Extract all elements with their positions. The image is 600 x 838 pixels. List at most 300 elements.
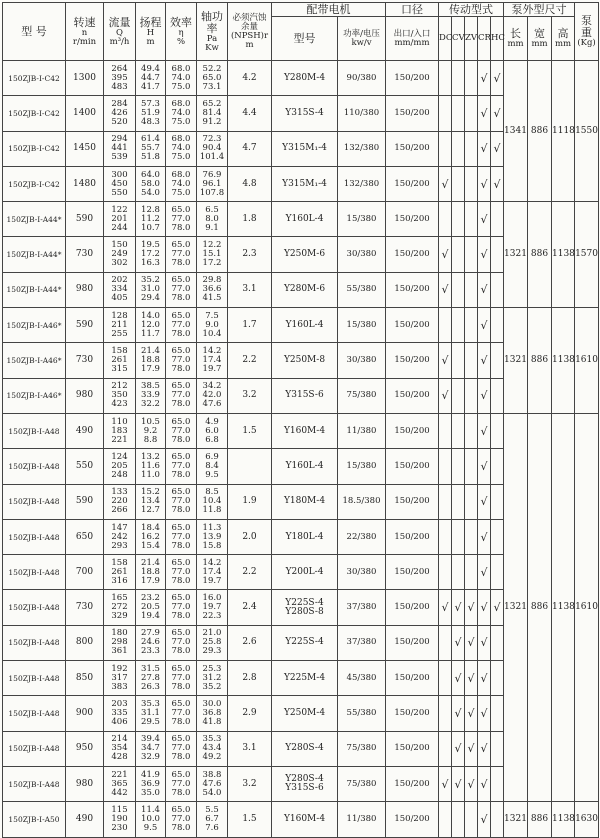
flow-value: 264 [111, 63, 128, 74]
cell-efficiency [166, 590, 197, 625]
shaft-power-value: 17.2 [202, 258, 222, 269]
check-mark-icon: √ [454, 601, 462, 615]
check-mark-icon: √ [467, 706, 475, 720]
cell-drive-cr [478, 731, 491, 766]
motor-model-value: Y315S-4 [285, 107, 324, 118]
cell-drive-cr [478, 202, 491, 237]
cell-drive-cv [452, 166, 465, 201]
head-value: 10.5 [141, 416, 160, 427]
header-caliber: 出口/入口 mm/mm [386, 17, 439, 61]
cell-motor-power: 30/380 [338, 555, 386, 590]
cell-head [136, 272, 166, 307]
flow-value: 272 [111, 602, 128, 613]
head-value: 18.8 [141, 566, 160, 577]
cell-speed: 590 [66, 202, 104, 237]
cell-speed: 980 [66, 378, 104, 413]
flow-value: 423 [111, 399, 128, 410]
shaft-power-value: 17.4 [202, 566, 222, 577]
cell-model: 150ZJB-I-C42 [3, 96, 66, 131]
head-value: 18.8 [141, 355, 160, 366]
cell-npsh: 3.2 [228, 378, 272, 413]
efficiency-value: 78.0 [171, 328, 191, 339]
cell-drive-hc [491, 378, 504, 413]
cell-drive-hc [491, 343, 504, 378]
cell-model: 150ZJB-I-A48 [3, 413, 66, 448]
flow-value: 450 [111, 178, 128, 189]
efficiency-value: 77.0 [171, 319, 191, 330]
flow-value: 316 [111, 575, 128, 586]
efficiency-value: 74.0 [171, 107, 191, 118]
efficiency-value: 77.0 [171, 249, 191, 260]
check-mark-icon: √ [480, 812, 488, 826]
cell-drive-zv [465, 413, 478, 448]
flow-value: 190 [111, 813, 128, 824]
cell-model: 150ZJB-I-C42 [3, 61, 66, 96]
efficiency-value: 78.0 [171, 258, 191, 269]
cell-motor-model [272, 202, 338, 237]
efficiency-value: 78.0 [171, 752, 191, 763]
cell-model: 150ZJB-I-A44* [3, 202, 66, 237]
cell-efficiency [166, 625, 197, 660]
cell-flow [104, 590, 136, 625]
cell-speed: 1480 [66, 166, 104, 201]
efficiency-value: 77.0 [171, 707, 191, 718]
header-drive-group: 传动型式 [439, 3, 504, 17]
efficiency-value: 77.0 [171, 672, 191, 683]
head-value: 51.8 [141, 152, 160, 163]
cell-motor-model [272, 166, 338, 201]
cell-drive-cr [478, 661, 491, 696]
cell-motor-model [272, 766, 338, 801]
cell-npsh: 2.8 [228, 661, 272, 696]
head-value: 54.0 [141, 187, 160, 198]
cell-efficiency [166, 802, 197, 837]
cell-drive-cv [452, 696, 465, 731]
cell-drive-zv [465, 449, 478, 484]
shaft-power-value: 38.8 [202, 769, 222, 780]
efficiency-value: 65.0 [171, 240, 191, 251]
shaft-power-value: 29.3 [202, 646, 222, 657]
cell-head [136, 802, 166, 837]
header-weight: 泵 重 (Kg) [575, 3, 599, 61]
cell-drive-cr [478, 555, 491, 590]
cell-drive-hc [491, 661, 504, 696]
efficiency-value: 75.0 [171, 81, 191, 92]
cell-shaft-power [197, 308, 228, 343]
motor-model-value: Y315M₁-4 [282, 143, 327, 154]
cell-speed: 950 [66, 731, 104, 766]
cell-drive-cr [478, 802, 491, 837]
cell-efficiency [166, 519, 197, 554]
check-mark-icon: √ [441, 601, 449, 615]
efficiency-value: 65.0 [171, 487, 191, 498]
shaft-power-value: 54.0 [202, 787, 222, 798]
cell-efficiency [166, 166, 197, 201]
shaft-power-value: 91.2 [202, 116, 222, 127]
cell-drive-hc [491, 519, 504, 554]
shaft-power-value: 36.6 [202, 284, 222, 295]
cell-flow [104, 166, 136, 201]
cell-flow [104, 766, 136, 801]
cell-drive-hc [491, 484, 504, 519]
cell-weight: 1610 [575, 413, 599, 801]
flow-value: 293 [111, 540, 128, 551]
head-value: 15.2 [141, 487, 160, 498]
cell-drive-hc [491, 61, 504, 96]
cell-drive-cv [452, 237, 465, 272]
head-value: 39.4 [141, 734, 160, 745]
head-value: 26.3 [141, 681, 160, 692]
cell-efficiency [166, 413, 197, 448]
head-value: 13.2 [141, 451, 160, 462]
shaft-power-value: 7.6 [205, 822, 219, 833]
cell-model: 150ZJB-I-A48 [3, 484, 66, 519]
cell-drive-dc [439, 131, 452, 166]
motor-model-value: Y315S-6 [285, 390, 324, 401]
shaft-power-value: 25.3 [202, 663, 222, 674]
flow-value: 383 [111, 681, 128, 692]
cell-model: 150ZJB-I-A48 [3, 696, 66, 731]
cell-motor-power: 75/380 [338, 766, 386, 801]
motor-model-value: Y250M-8 [283, 355, 326, 366]
shaft-power-value: 34.2 [202, 381, 222, 392]
shaft-power-value: 12.2 [202, 240, 222, 251]
cell-head [136, 484, 166, 519]
cell-drive-hc [491, 449, 504, 484]
cell-model: 150ZJB-I-A48 [3, 766, 66, 801]
cell-drive-cv [452, 131, 465, 166]
cell-motor-power: 11/380 [338, 413, 386, 448]
cell-drive-dc [439, 449, 452, 484]
efficiency-value: 65.0 [171, 769, 191, 780]
motor-model-value: Y160L-4 [285, 213, 324, 224]
cell-length: 1321 [504, 413, 528, 801]
cell-drive-cv [452, 590, 465, 625]
flow-value: 203 [111, 698, 128, 709]
cell-flow [104, 696, 136, 731]
efficiency-value: 78.0 [171, 822, 191, 833]
cell-caliber: 150/200 [386, 166, 439, 201]
cell-length: 1321 [504, 202, 528, 308]
cell-speed: 1400 [66, 96, 104, 131]
shaft-power-value: 6.5 [205, 204, 219, 215]
motor-model-value: Y225S-4 [285, 597, 324, 608]
shaft-power-value: 6.8 [205, 434, 219, 445]
cell-drive-cr [478, 519, 491, 554]
efficiency-value: 77.0 [171, 531, 191, 542]
efficiency-value: 78.0 [171, 716, 191, 727]
efficiency-value: 78.0 [171, 434, 191, 445]
cell-head [136, 343, 166, 378]
shaft-power-value: 47.6 [202, 399, 222, 410]
check-mark-icon: √ [480, 706, 488, 720]
flow-value: 212 [111, 381, 128, 392]
cell-drive-cr [478, 449, 491, 484]
motor-model-value: Y225M-4 [283, 672, 326, 683]
shaft-power-value: 22.3 [202, 611, 222, 622]
cell-shaft-power [197, 413, 228, 448]
flow-value: 300 [111, 169, 128, 180]
cell-drive-hc [491, 237, 504, 272]
cell-motor-power: 75/380 [338, 378, 386, 413]
flow-value: 317 [111, 672, 128, 683]
head-value: 17.9 [141, 364, 160, 375]
cell-motor-power: 132/380 [338, 131, 386, 166]
head-value: 31.1 [141, 707, 160, 718]
flow-value: 520 [111, 116, 128, 127]
motor-model-value: Y280S-8 [285, 606, 324, 617]
efficiency-value: 65.0 [171, 346, 191, 357]
shaft-power-value: 30.0 [202, 698, 222, 709]
cell-drive-cr [478, 308, 491, 343]
shaft-power-value: 41.8 [202, 716, 222, 727]
table-row [3, 61, 599, 96]
check-mark-icon: √ [493, 142, 501, 156]
cell-npsh: 2.9 [228, 696, 272, 731]
efficiency-value: 68.0 [171, 134, 191, 145]
cell-motor-model [272, 131, 338, 166]
header-flow: 流量 Q m³/h [104, 3, 136, 61]
shaft-power-value: 41.5 [202, 293, 222, 304]
cell-height: 1138 [552, 202, 575, 308]
flow-value: 158 [111, 346, 128, 357]
cell-drive-zv [465, 590, 478, 625]
shaft-power-value: 10.4 [202, 496, 222, 507]
efficiency-value: 77.0 [171, 213, 191, 224]
cell-motor-power: 55/380 [338, 696, 386, 731]
cell-model: 150ZJB-I-A44* [3, 237, 66, 272]
cell-efficiency [166, 96, 197, 131]
cell-motor-power: 90/380 [338, 61, 386, 96]
check-mark-icon: √ [454, 706, 462, 720]
cell-npsh: 4.7 [228, 131, 272, 166]
flow-value: 180 [111, 628, 128, 639]
cell-npsh: 1.5 [228, 413, 272, 448]
efficiency-value: 65.0 [171, 593, 191, 604]
header-width: 宽 mm [528, 17, 552, 61]
cell-drive-hc [491, 166, 504, 201]
cell-drive-dc [439, 555, 452, 590]
cell-speed: 590 [66, 308, 104, 343]
efficiency-value: 68.0 [171, 63, 191, 74]
efficiency-value: 65.0 [171, 275, 191, 286]
pump-spec-table [2, 2, 599, 838]
cell-flow [104, 237, 136, 272]
efficiency-value: 65.0 [171, 204, 191, 215]
cell-caliber: 150/200 [386, 131, 439, 166]
shaft-power-value: 14.2 [202, 346, 222, 357]
check-mark-icon: √ [480, 142, 488, 156]
cell-shaft-power [197, 802, 228, 837]
flow-value: 354 [111, 743, 128, 754]
shaft-power-value: 8.5 [205, 487, 219, 498]
header-efficiency: 效率 η % [166, 3, 197, 61]
cell-drive-cr [478, 413, 491, 448]
efficiency-value: 65.0 [171, 663, 191, 674]
cell-drive-hc [491, 766, 504, 801]
cell-drive-zv [465, 308, 478, 343]
header-height: 高 mm [552, 17, 575, 61]
cell-speed: 490 [66, 802, 104, 837]
cell-model: 150ZJB-I-A48 [3, 519, 66, 554]
efficiency-value: 74.0 [171, 178, 191, 189]
efficiency-value: 65.0 [171, 416, 191, 427]
cell-motor-model [272, 731, 338, 766]
check-mark-icon: √ [454, 777, 462, 791]
flow-value: 150 [111, 240, 128, 251]
head-value: 10.0 [141, 813, 160, 824]
cell-shaft-power [197, 202, 228, 237]
head-value: 27.9 [141, 628, 160, 639]
check-mark-icon: √ [480, 71, 488, 85]
table-body [3, 61, 599, 838]
shaft-power-value: 73.1 [202, 81, 222, 92]
cell-npsh [228, 449, 272, 484]
cell-shaft-power [197, 590, 228, 625]
check-mark-icon: √ [480, 671, 488, 685]
cell-motor-model [272, 802, 338, 837]
motor-model-value: Y225S-4 [285, 637, 324, 648]
cell-drive-zv [465, 131, 478, 166]
cell-flow [104, 308, 136, 343]
cell-npsh: 1.8 [228, 202, 272, 237]
flow-value: 405 [111, 293, 128, 304]
cell-head [136, 590, 166, 625]
cell-efficiency [166, 484, 197, 519]
cell-drive-cv [452, 519, 465, 554]
shaft-power-value: 31.2 [202, 672, 222, 683]
cell-caliber: 150/200 [386, 625, 439, 660]
check-mark-icon: √ [480, 742, 488, 756]
cell-drive-hc [491, 625, 504, 660]
flow-value: 221 [111, 434, 128, 445]
header-motor-power: 功率/电压 kw/v [338, 17, 386, 61]
cell-drive-zv [465, 166, 478, 201]
motor-model-value: Y160M-4 [283, 813, 326, 824]
cell-shaft-power [197, 272, 228, 307]
efficiency-value: 78.0 [171, 469, 191, 480]
cell-drive-dc [439, 766, 452, 801]
shaft-power-value: 47.6 [202, 778, 222, 789]
head-value: 11.4 [141, 804, 160, 815]
efficiency-value: 75.0 [171, 116, 191, 127]
check-mark-icon: √ [467, 636, 475, 650]
cell-speed: 550 [66, 449, 104, 484]
cell-speed: 1300 [66, 61, 104, 96]
cell-drive-cv [452, 766, 465, 801]
header-caliber-group: 口径 [386, 3, 439, 17]
cell-drive-cr [478, 272, 491, 307]
cell-drive-dc [439, 202, 452, 237]
motor-model-value: Y160L-4 [285, 319, 324, 330]
cell-flow [104, 449, 136, 484]
cell-drive-cr [478, 166, 491, 201]
head-value: 31.5 [141, 663, 160, 674]
shaft-power-value: 9.5 [205, 469, 219, 480]
cell-length: 1321 [504, 308, 528, 414]
check-mark-icon: √ [480, 459, 488, 473]
shaft-power-value: 107.8 [199, 187, 225, 198]
flow-value: 483 [111, 81, 128, 92]
cell-motor-power: 18.5/380 [338, 484, 386, 519]
shaft-power-value: 17.4 [202, 355, 222, 366]
cell-drive-hc [491, 413, 504, 448]
cell-npsh: 1.5 [228, 802, 272, 837]
cell-shaft-power [197, 519, 228, 554]
cell-caliber: 150/200 [386, 590, 439, 625]
cell-shaft-power [197, 343, 228, 378]
cell-model: 150ZJB-I-A46* [3, 378, 66, 413]
cell-motor-model [272, 413, 338, 448]
cell-width: 886 [528, 413, 552, 801]
cell-drive-cr [478, 766, 491, 801]
efficiency-value: 75.0 [171, 152, 191, 163]
cell-efficiency [166, 61, 197, 96]
cell-efficiency [166, 343, 197, 378]
cell-drive-cv [452, 378, 465, 413]
cell-caliber: 150/200 [386, 237, 439, 272]
cell-drive-zv [465, 696, 478, 731]
flow-value: 192 [111, 663, 128, 674]
cell-head [136, 308, 166, 343]
check-mark-icon: √ [441, 777, 449, 791]
cell-drive-hc [491, 202, 504, 237]
cell-flow [104, 96, 136, 131]
shaft-power-value: 4.9 [205, 416, 219, 427]
cell-drive-dc [439, 272, 452, 307]
cell-shaft-power [197, 378, 228, 413]
head-value: 19.4 [141, 611, 160, 622]
cell-head [136, 661, 166, 696]
cell-drive-dc [439, 378, 452, 413]
header-drive-cv: CV [452, 17, 465, 61]
cell-npsh: 2.2 [228, 555, 272, 590]
cell-drive-dc [439, 696, 452, 731]
efficiency-value: 77.0 [171, 284, 191, 295]
cell-shaft-power [197, 766, 228, 801]
head-value: 16.2 [141, 531, 160, 542]
cell-drive-zv [465, 96, 478, 131]
cell-height: 1118 [552, 61, 575, 202]
head-value: 32.9 [141, 752, 160, 763]
cell-npsh: 2.2 [228, 343, 272, 378]
flow-value: 442 [111, 787, 128, 798]
cell-shaft-power [197, 555, 228, 590]
head-value: 20.5 [141, 602, 160, 613]
check-mark-icon: √ [441, 354, 449, 368]
cell-drive-dc [439, 802, 452, 837]
efficiency-value: 65.0 [171, 522, 191, 533]
head-value: 29.5 [141, 716, 160, 727]
cell-shaft-power [197, 484, 228, 519]
shaft-power-value: 19.7 [202, 364, 222, 375]
head-value: 17.9 [141, 575, 160, 586]
cell-drive-zv [465, 661, 478, 696]
cell-model: 150ZJB-I-A48 [3, 661, 66, 696]
head-value: 31.0 [141, 284, 160, 295]
cell-motor-model [272, 61, 338, 96]
cell-head [136, 625, 166, 660]
cell-caliber: 150/200 [386, 802, 439, 837]
flow-value: 329 [111, 611, 128, 622]
head-value: 8.8 [143, 434, 158, 445]
cell-drive-cv [452, 61, 465, 96]
cell-motor-model [272, 484, 338, 519]
cell-motor-model [272, 519, 338, 554]
cell-shaft-power [197, 661, 228, 696]
cell-speed: 590 [66, 484, 104, 519]
cell-drive-zv [465, 272, 478, 307]
